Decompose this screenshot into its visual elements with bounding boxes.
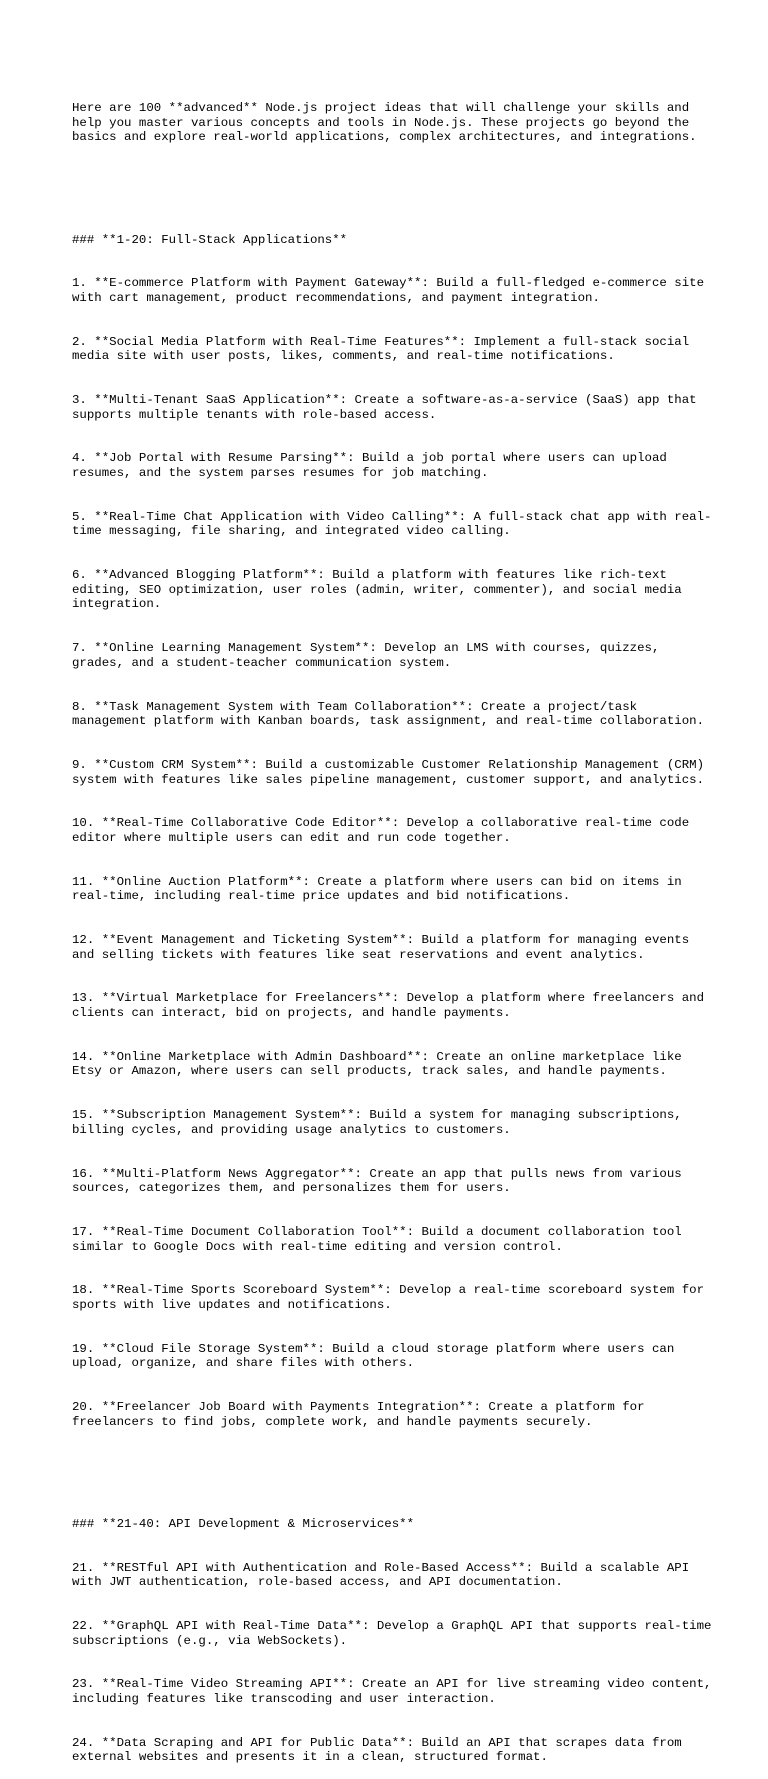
spacer <box>72 174 712 189</box>
list-item: 12. **Event Management and Ticketing System**: Build a platform for managing events and selling tickets with features like seat reservations and event analytics. <box>72 933 697 962</box>
list-item: 6. **Advanced Blogging Platform**: Build a platform with features like rich-text editing, SEO optimization, user roles (admin, writer, commenter), and social media integration. <box>72 568 690 612</box>
list-item: 7. **Online Learning Management System**: Develop an LMS with courses, quizzes, grades, and a student-teacher communication system. <box>72 641 667 670</box>
list-item: 18. **Real-Time Sports Scoreboard System**: Develop a real-time scoreboard system for sports with live updates and notifications. <box>72 1283 712 1312</box>
list-item: 19. **Cloud File Storage System**: Build a cloud storage platform where users can upload, organize, and share files with others. <box>72 1341 682 1371</box>
list-item: 8. **Task Management System with Team Collaboration**: Create a project/task management platform with Kanban boards, task assignment, and real-time collaboration. <box>72 699 705 729</box>
list-item: 22. **GraphQL API with Real-Time Data**: Develop a GraphQL API that supports real-time subscriptions (e.g., via WebSockets). <box>72 1618 719 1648</box>
list-item: 20. **Freelancer Job Board with Payments Integration**: Create a platform for freelancers to find jobs, complete work, and handle payments securely. <box>72 1400 652 1429</box>
list-item: 3. **Multi-Tenant SaaS Application**: Create a software-as-a-service (SaaS) app that supports multiple tenants with role-based access. <box>72 393 705 422</box>
list-item: 4. **Job Portal with Resume Parsing**: Build a job portal where users can upload resumes, and the system parses resumes for job matching. <box>72 451 675 481</box>
list-item: 14. **Online Marketplace with Admin Dashboard**: Create an online marketplace like Etsy or Amazon, where users can sell products, track sales, and handle payments. <box>72 1049 690 1079</box>
list-item: 15. **Subscription Management System**: Build a system for managing subscriptions, billing cycles, and providing usage analytics to customers. <box>72 1108 690 1137</box>
list-item: 9. **Custom CRM System**: Build a customizable Customer Relationship Management (CRM) system with features like sales pipeline management, customer support, and analytics. <box>72 757 712 787</box>
list-item: 10. **Real-Time Collaborative Code Editor**: Develop a collaborative real-time code editor where multiple users can edit and run code together. <box>72 816 697 845</box>
list-item: 13. **Virtual Marketplace for Freelancers**: Develop a platform where freelancers and clients can interact, bid on projects, and handle payments. <box>72 991 712 1020</box>
list-item: 2. **Social Media Platform with Real-Time Features**: Implement a full-stack social media site with user posts, likes, comments, and real-time notifications. <box>72 334 697 364</box>
list-item: 24. **Data Scraping and API for Public Data**: Build an API that scrapes data from external websites and presents it in a clean, structured format. <box>72 1735 690 1765</box>
section-heading-full-stack: ### **1-20: Full-Stack Applications** <box>72 232 348 247</box>
list-item: 23. **Real-Time Video Streaming API**: Create an API for live streaming video content, including features like transcoding and user interaction. <box>72 1677 719 1706</box>
list-item: 1. **E-commerce Platform with Payment Gateway**: Build a full-fledged e-commerce site with cart management, product recommendations, and payment integration. <box>72 276 712 305</box>
list-item: 11. **Online Auction Platform**: Create a platform where users can bid on items in real-time, including real-time price updates and bid notifications. <box>72 874 690 904</box>
list-item: 5. **Real-Time Chat Application with Video Calling**: A full-stack chat app with real-time messaging, file sharing, and integrated video calling. <box>72 509 712 539</box>
document-page <box>72 72 719 1779</box>
spacer <box>72 1458 712 1473</box>
intro-paragraph: Here are 100 **advanced** Node.js project ideas that will challenge your skills and help you master various concepts and tools in Node.js. These projects go beyond the basics and explore real-world applications, complex architectures, and integrations. <box>72 101 697 145</box>
list-item: 16. **Multi-Platform News Aggregator**: Create an app that pulls news from various sources, categorizes them, and personalizes them for users. <box>72 1166 690 1196</box>
section-heading-api: ### **21-40: API Development & Microservices** <box>72 1516 415 1531</box>
list-item: 21. **RESTful API with Authentication and Role-Based Access**: Build a scalable API with JWT authentication, role-based access, and API documentation. <box>72 1560 697 1590</box>
list-item: 17. **Real-Time Document Collaboration Tool**: Build a document collaboration tool similar to Google Docs with real-time editing and version control. <box>72 1224 690 1254</box>
